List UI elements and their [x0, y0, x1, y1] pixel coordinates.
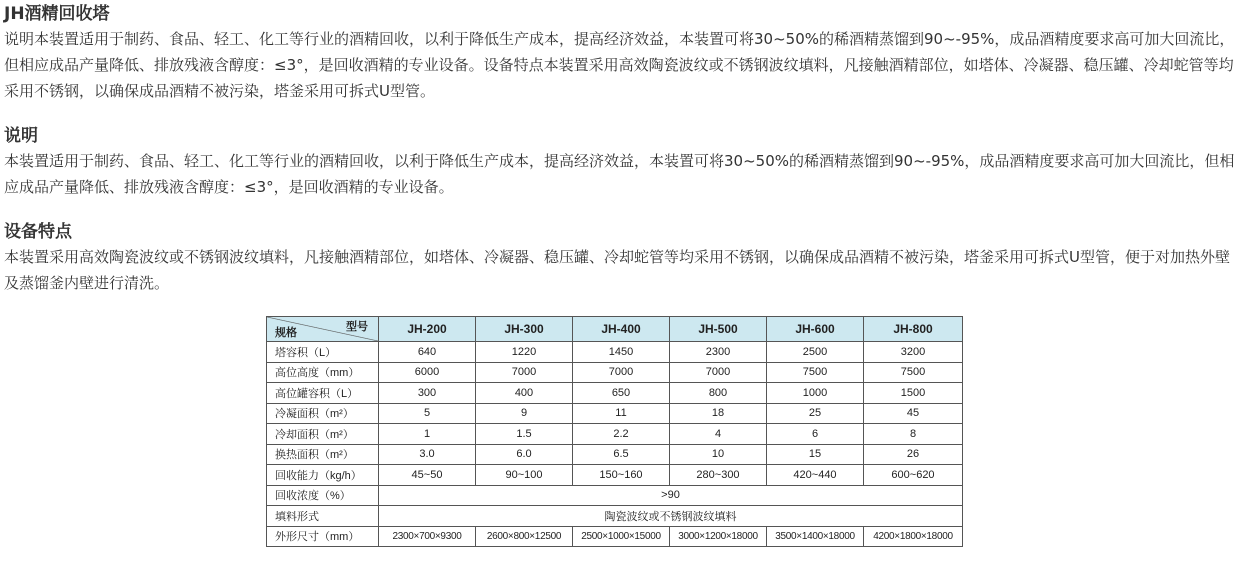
table-cell: 7000	[476, 362, 573, 383]
table-cell: 6000	[379, 362, 476, 383]
corner-spec-label: 规格	[275, 327, 297, 339]
table-cell: 45	[864, 403, 963, 424]
table-cell: 10	[670, 444, 767, 465]
corner-model-label: 型号	[346, 321, 368, 333]
table-cell: 7500	[767, 362, 864, 383]
header-model: JH-800	[864, 317, 963, 342]
spacer	[4, 200, 1244, 220]
table-cell: 3.0	[379, 444, 476, 465]
table-cell: 1500	[864, 383, 963, 404]
table-row	[267, 342, 963, 363]
table-cell: 3500×1400×18000	[767, 526, 864, 547]
table-cell: 400	[476, 383, 573, 404]
header-model: JH-500	[670, 317, 767, 342]
table-cell: 18	[670, 403, 767, 424]
table-cell: 6.0	[476, 444, 573, 465]
table-cell: 3200	[864, 342, 963, 363]
table-cell: 640	[379, 342, 476, 363]
table-cell: 15	[767, 444, 864, 465]
table-cell: 2300	[670, 342, 767, 363]
row-label: 冷却面积（m²）	[267, 424, 379, 445]
intro-paragraph: 说明本装置适用于制药、食品、轻工、化工等行业的酒精回收，以利于降低生产成本，提高经济效益，本装置可将30~50%的稀酒精蒸馏到90~-95%，成品酒精度要求高可加大回流比，但相应成品产量降低、排放残液含醇度：≤3°，是回收酒精的专业设备。设备特点本装置采用高效陶瓷波纹或不锈钢波纹填料，凡接触酒精部位，如塔体、冷凝器、稳压罐、冷却蛇管等均采用不锈钢，以确保成品酒精不被污染，塔釜采用可拆式U型管。	[4, 30, 1235, 100]
table-cell: 45~50	[379, 465, 476, 486]
table-cell: 3000×1200×18000	[670, 526, 767, 547]
table-cell: 300	[379, 383, 476, 404]
table-cell: 1000	[767, 383, 864, 404]
spec-table-container	[266, 316, 962, 547]
row-label: 回收浓度（%）	[267, 485, 379, 506]
row-label: 换热面积（m²）	[267, 444, 379, 465]
table-cell: 4	[670, 424, 767, 445]
table-cell: 6.5	[573, 444, 670, 465]
section-heading-features: 设备特点	[4, 222, 72, 242]
table-cell: 11	[573, 403, 670, 424]
table-cell: 7000	[670, 362, 767, 383]
table-cell: 420~440	[767, 465, 864, 486]
spec-table	[266, 316, 963, 547]
table-cell: 7000	[573, 362, 670, 383]
table-cell: 280~300	[670, 465, 767, 486]
table-cell: 150~160	[573, 465, 670, 486]
table-cell: 1	[379, 424, 476, 445]
table-cell: 8	[864, 424, 963, 445]
row-label: 填料形式	[267, 506, 379, 527]
table-cell: 2500×1000×15000	[573, 526, 670, 547]
table-cell: 1450	[573, 342, 670, 363]
table-cell: 7500	[864, 362, 963, 383]
table-row	[267, 383, 963, 404]
table-cell: 26	[864, 444, 963, 465]
row-label: 塔容积（L）	[267, 342, 379, 363]
table-cell-merged: >90	[379, 485, 963, 506]
table-row	[267, 506, 963, 527]
table-cell: 2600×800×12500	[476, 526, 573, 547]
row-label: 外形尺寸（mm）	[267, 526, 379, 547]
table-cell: 1.5	[476, 424, 573, 445]
section-text-features: 本装置采用高效陶瓷波纹或不锈钢波纹填料，凡接触酒精部位，如塔体、冷凝器、稳压罐、冷却蛇管等均采用不锈钢，以确保成品酒精不被污染，塔釜采用可拆式U型管，便于对加热外壁及蒸馏釜内壁进行清洗。	[4, 248, 1230, 292]
spacer	[4, 104, 1244, 124]
article	[4, 0, 1244, 296]
table-row	[267, 465, 963, 486]
table-row	[267, 444, 963, 465]
header-model: JH-200	[379, 317, 476, 342]
header-corner-cell	[267, 317, 379, 342]
header-model: JH-400	[573, 317, 670, 342]
table-cell: 25	[767, 403, 864, 424]
row-label: 高位罐容积（L）	[267, 383, 379, 404]
table-cell: 4200×1800×18000	[864, 526, 963, 547]
row-label: 冷凝面积（m²）	[267, 403, 379, 424]
table-cell: 800	[670, 383, 767, 404]
table-cell: 2500	[767, 342, 864, 363]
table-row	[267, 424, 963, 445]
page-title: JH酒精回收塔	[4, 4, 110, 24]
table-row	[267, 403, 963, 424]
table-cell: 650	[573, 383, 670, 404]
table-cell-merged: 陶瓷波纹或不锈钢波纹填料	[379, 506, 963, 527]
table-row	[267, 362, 963, 383]
section-heading-description: 说明	[4, 126, 38, 146]
table-cell: 5	[379, 403, 476, 424]
table-cell: 1220	[476, 342, 573, 363]
table-header-row	[267, 317, 963, 342]
table-cell: 2.2	[573, 424, 670, 445]
table-cell: 600~620	[864, 465, 963, 486]
table-cell: 90~100	[476, 465, 573, 486]
table-cell: 6	[767, 424, 864, 445]
table-cell: 2300×700×9300	[379, 526, 476, 547]
table-row	[267, 485, 963, 506]
row-label: 高位高度（mm）	[267, 362, 379, 383]
section-text-description: 本装置适用于制药、食品、轻工、化工等行业的酒精回收，以利于降低生产成本，提高经济效益，本装置可将30~50%的稀酒精蒸馏到90~-95%，成品酒精度要求高可加大回流比，但相应成品产量降低、排放残液含醇度：≤3°，是回收酒精的专业设备。	[4, 152, 1235, 196]
table-row	[267, 526, 963, 547]
header-model: JH-600	[767, 317, 864, 342]
table-cell: 9	[476, 403, 573, 424]
row-label: 回收能力（kg/h）	[267, 465, 379, 486]
header-model: JH-300	[476, 317, 573, 342]
